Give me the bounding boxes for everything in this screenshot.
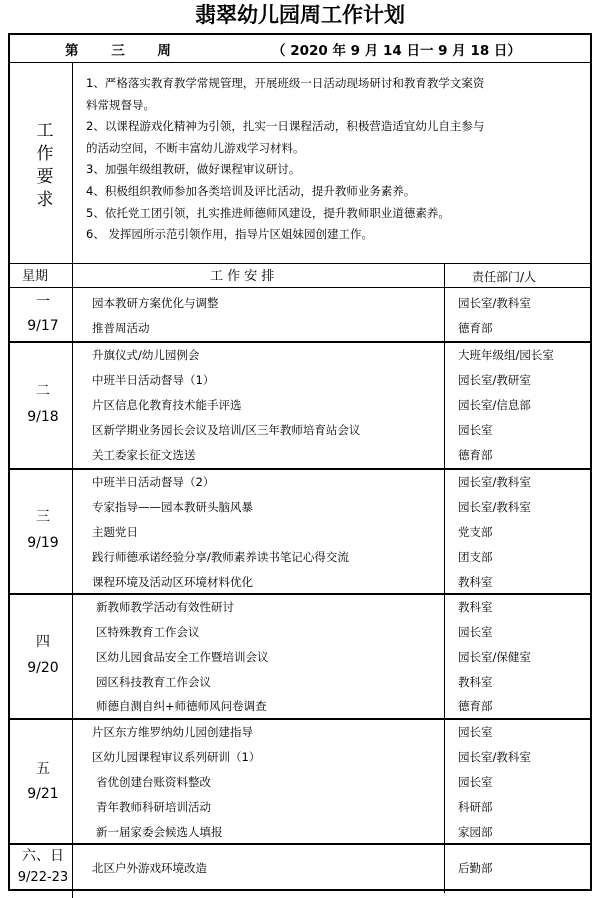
- task-item: 升旗仪式/幼儿园例会: [92, 348, 200, 362]
- dept-item: 德育部: [458, 321, 493, 335]
- day-date: 9/21: [27, 786, 59, 802]
- task-item: 专家指导——园本教研头脑风暴: [92, 500, 253, 514]
- dept-item: 园长室/教科室: [458, 475, 531, 489]
- header-day: 星期: [22, 269, 49, 284]
- task-item: 园本教研方案优化与调整: [92, 296, 219, 310]
- day-label: 六、日: [22, 848, 64, 864]
- dept-item: 德育部: [458, 699, 493, 713]
- dept-item: 园长室: [458, 725, 493, 739]
- dept-item: 德育部: [458, 448, 493, 462]
- dept-item: 园长室/保健室: [458, 650, 531, 664]
- divider: [10, 287, 590, 288]
- requirement-item: 6、 发挥园所示范引领作用，指导片区姐妹园创建工作。: [86, 227, 373, 242]
- divider: [10, 843, 590, 845]
- dept-item: 园长室/信息部: [458, 398, 531, 412]
- task-item: 片区东方维罗纳幼儿园创建指导: [92, 725, 253, 739]
- divider: [10, 468, 590, 470]
- task-item: 区特殊教育工作会议: [96, 625, 200, 639]
- day-date: 9/20: [27, 660, 59, 676]
- dept-item: 园长室: [458, 775, 493, 789]
- day-label: 五: [36, 761, 50, 777]
- week-range: （ 2020 年 9 月 14 日一 9 月 18 日）: [272, 43, 521, 59]
- requirement-item: 3、加强年级组教研，做好课程审议研讨。: [86, 162, 301, 177]
- day-label: 一: [36, 294, 50, 310]
- day-date: 9/18: [27, 409, 59, 425]
- divider: [10, 62, 590, 63]
- dept-item: 党支部: [458, 525, 493, 539]
- day-date: 9/19: [27, 535, 59, 551]
- dept-item: 团支部: [458, 550, 493, 564]
- task-item: 区新学期业务园长会议及培训/区三年教师培育站会议: [92, 423, 361, 437]
- task-item: 新教师教学活动有效性研讨: [96, 600, 234, 614]
- task-item: 区幼儿园课程审议系列研训（1）: [92, 750, 261, 764]
- dept-item: 园长室/教科室: [458, 296, 531, 310]
- requirement-item: 料常规督导。: [86, 97, 155, 112]
- task-item: 师德自测自纠+师德师风问卷调查: [96, 699, 267, 713]
- task-item: 北区户外游戏环境改造: [92, 861, 207, 875]
- dept-item: 园长室: [458, 625, 493, 639]
- week-row: [10, 37, 594, 61]
- task-item: 省优创建台账资料整改: [96, 775, 211, 789]
- dept-item: 教科室: [458, 600, 493, 614]
- page-title: 翡翠幼儿园周工作计划: [195, 3, 405, 27]
- dept-item: 园长室: [458, 423, 493, 437]
- dept-item: 教科室: [458, 575, 493, 589]
- requirement-item: 1、严格落实教育教学常规管理，开展班级一日活动现场研讨和教育教学文案资: [86, 76, 485, 90]
- task-item: 中班半日活动督导（1）: [92, 373, 215, 387]
- task-item: 课程环境及活动区环境材料优化: [92, 575, 253, 589]
- dept-item: 大班年级组/园长室: [458, 348, 554, 362]
- task-item: 主题党日: [92, 525, 138, 539]
- dept-item: 园长室/教科室: [458, 750, 531, 764]
- dept-item: 教科室: [458, 675, 493, 689]
- requirement-item: 4、积极组织教师参加各类培训及评比活动，提升教师业务素养。: [86, 183, 416, 198]
- column-divider-dept: [444, 263, 445, 893]
- task-item: 新一届家委会候选人填报: [96, 825, 223, 839]
- day-date: 9/17: [27, 318, 59, 334]
- day-date: 9/22-23: [17, 870, 69, 885]
- plan-table: [8, 33, 592, 891]
- day-label: 四: [36, 634, 50, 650]
- divider: [10, 263, 590, 264]
- requirement-item: 5、依托党工团引领，扎实推进师德师风建设，提升教师职业道德素养。: [86, 205, 450, 220]
- requirement-item: 2、以课程游戏化精神为引领，扎实一日课程活动，积极营造适宜幼儿自主参与: [86, 119, 485, 134]
- divider: [10, 593, 590, 595]
- task-item: 片区信息化教育技术能手评选: [92, 398, 242, 412]
- dept-item: 园长室/教研室: [458, 373, 531, 387]
- day-label: 三: [36, 509, 50, 525]
- dept-item: 后勤部: [458, 861, 493, 875]
- task-item: 推普周活动: [92, 321, 150, 335]
- requirements-list: [86, 73, 586, 246]
- day-label: 二: [36, 383, 50, 399]
- dept-item: 园长室/教科室: [458, 500, 531, 514]
- task-item: 园区科技教育工作会议: [96, 675, 211, 689]
- header-dept: 责任部门/人: [472, 270, 537, 284]
- header-work: 工 作 安 排: [210, 269, 275, 284]
- task-item: 区幼儿园食品安全工作暨培训会议: [96, 650, 269, 664]
- task-item: 青年教师科研培训活动: [96, 800, 211, 814]
- requirements-label: 工 作 要 求: [36, 121, 54, 210]
- divider: [10, 718, 590, 720]
- requirement-item: 的活动空间，不断丰富幼儿游戏学习材料。: [86, 140, 305, 155]
- task-item: 践行师德承诺经验分享/教师素养读书笔记心得交流: [92, 550, 349, 564]
- task-item: 中班半日活动督导（2）: [92, 475, 215, 489]
- divider: [10, 341, 590, 343]
- dept-item: 科研部: [458, 800, 493, 814]
- dept-item: 家园部: [458, 825, 493, 839]
- week-label: 第 三 周: [65, 43, 185, 59]
- task-item: 关工委家长征文选送: [92, 448, 196, 462]
